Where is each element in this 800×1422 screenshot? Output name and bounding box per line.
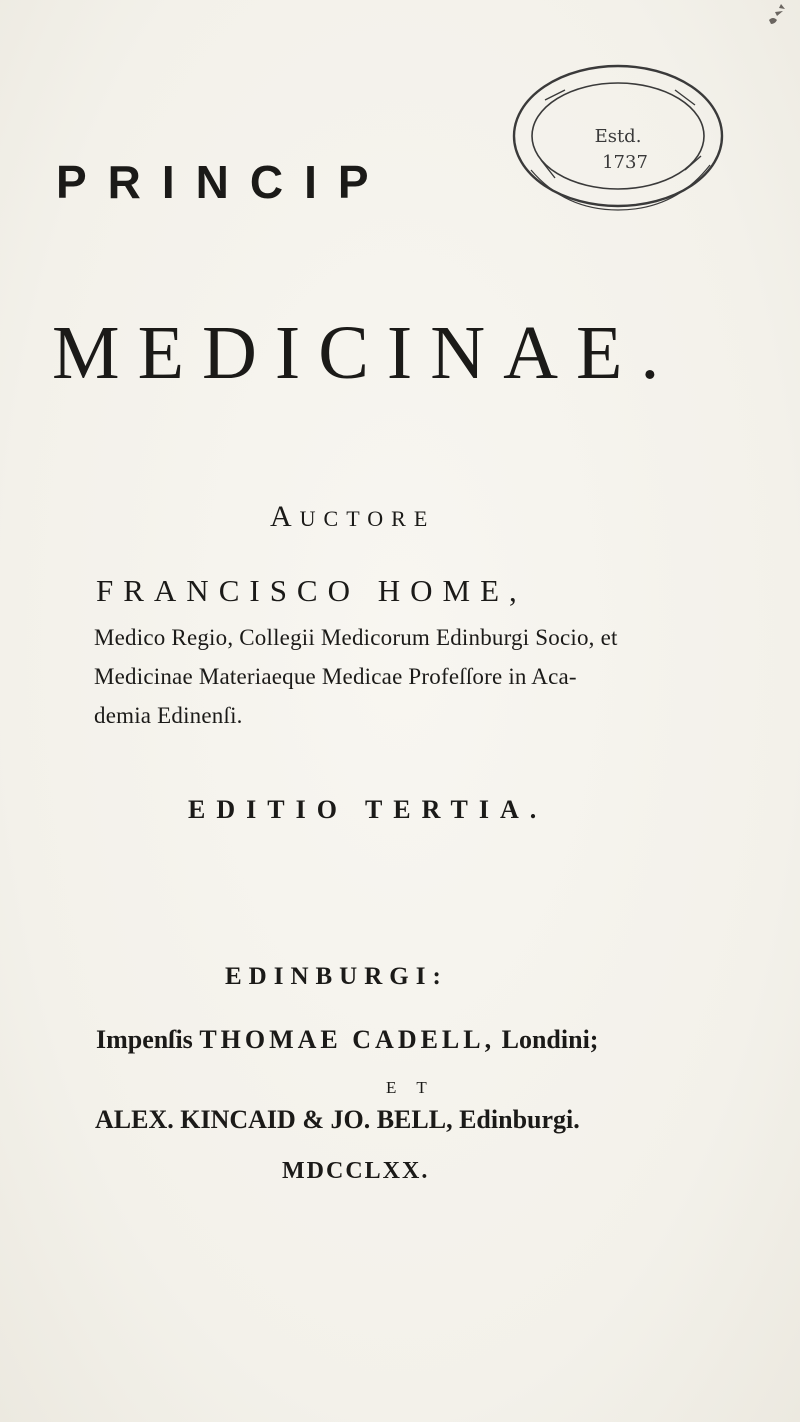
svg-text:1737: 1737 — [602, 152, 648, 173]
svg-text:Estd.: Estd. — [594, 126, 642, 147]
imprint-publisher-line-2 — [95, 1105, 580, 1135]
author-bio-line-1: Medico Regio, Collegii Medicorum Edinburgi Socio, et — [94, 625, 618, 650]
ampersand: & — [302, 1105, 324, 1134]
corner-ink-mark — [763, 2, 793, 28]
title-line-1: PRINCIP — [56, 156, 390, 208]
author-bio-line-2: Medicinae Materiaeque Medicae Profeſſore in Aca- — [94, 664, 577, 689]
author-name: FRANCISCO HOME, — [96, 573, 527, 608]
library-stamp-seal — [505, 60, 731, 212]
author-bio-line-3: demia Edinenſi. — [94, 703, 243, 728]
publisher-name-bell: JO. BELL, — [330, 1105, 453, 1134]
imprint-conjunction: E T — [386, 1078, 435, 1097]
publisher-city-edinburgh: Edinburgi. — [459, 1105, 580, 1134]
imprint-place: EDINBURGI: — [225, 963, 448, 990]
byline-lead-letter: A — [270, 500, 300, 533]
publisher-name-cadell: THOMAE CADELL, — [199, 1025, 496, 1054]
imprint-publisher-line-1 — [96, 1025, 598, 1055]
byline-auctore — [270, 500, 435, 534]
edition-statement: EDITIO TERTIA. — [188, 795, 548, 824]
imprint-date: MDCCLXX. — [282, 1158, 430, 1184]
title-line-2: MEDICINAE. — [52, 311, 678, 395]
publisher-city-london: Londini; — [501, 1025, 599, 1054]
publisher-name-kincaid: ALEX. KINCAID — [95, 1105, 296, 1134]
byline-rest: UCTORE — [299, 506, 436, 531]
imprint-prefix: Impenſis — [96, 1025, 193, 1054]
